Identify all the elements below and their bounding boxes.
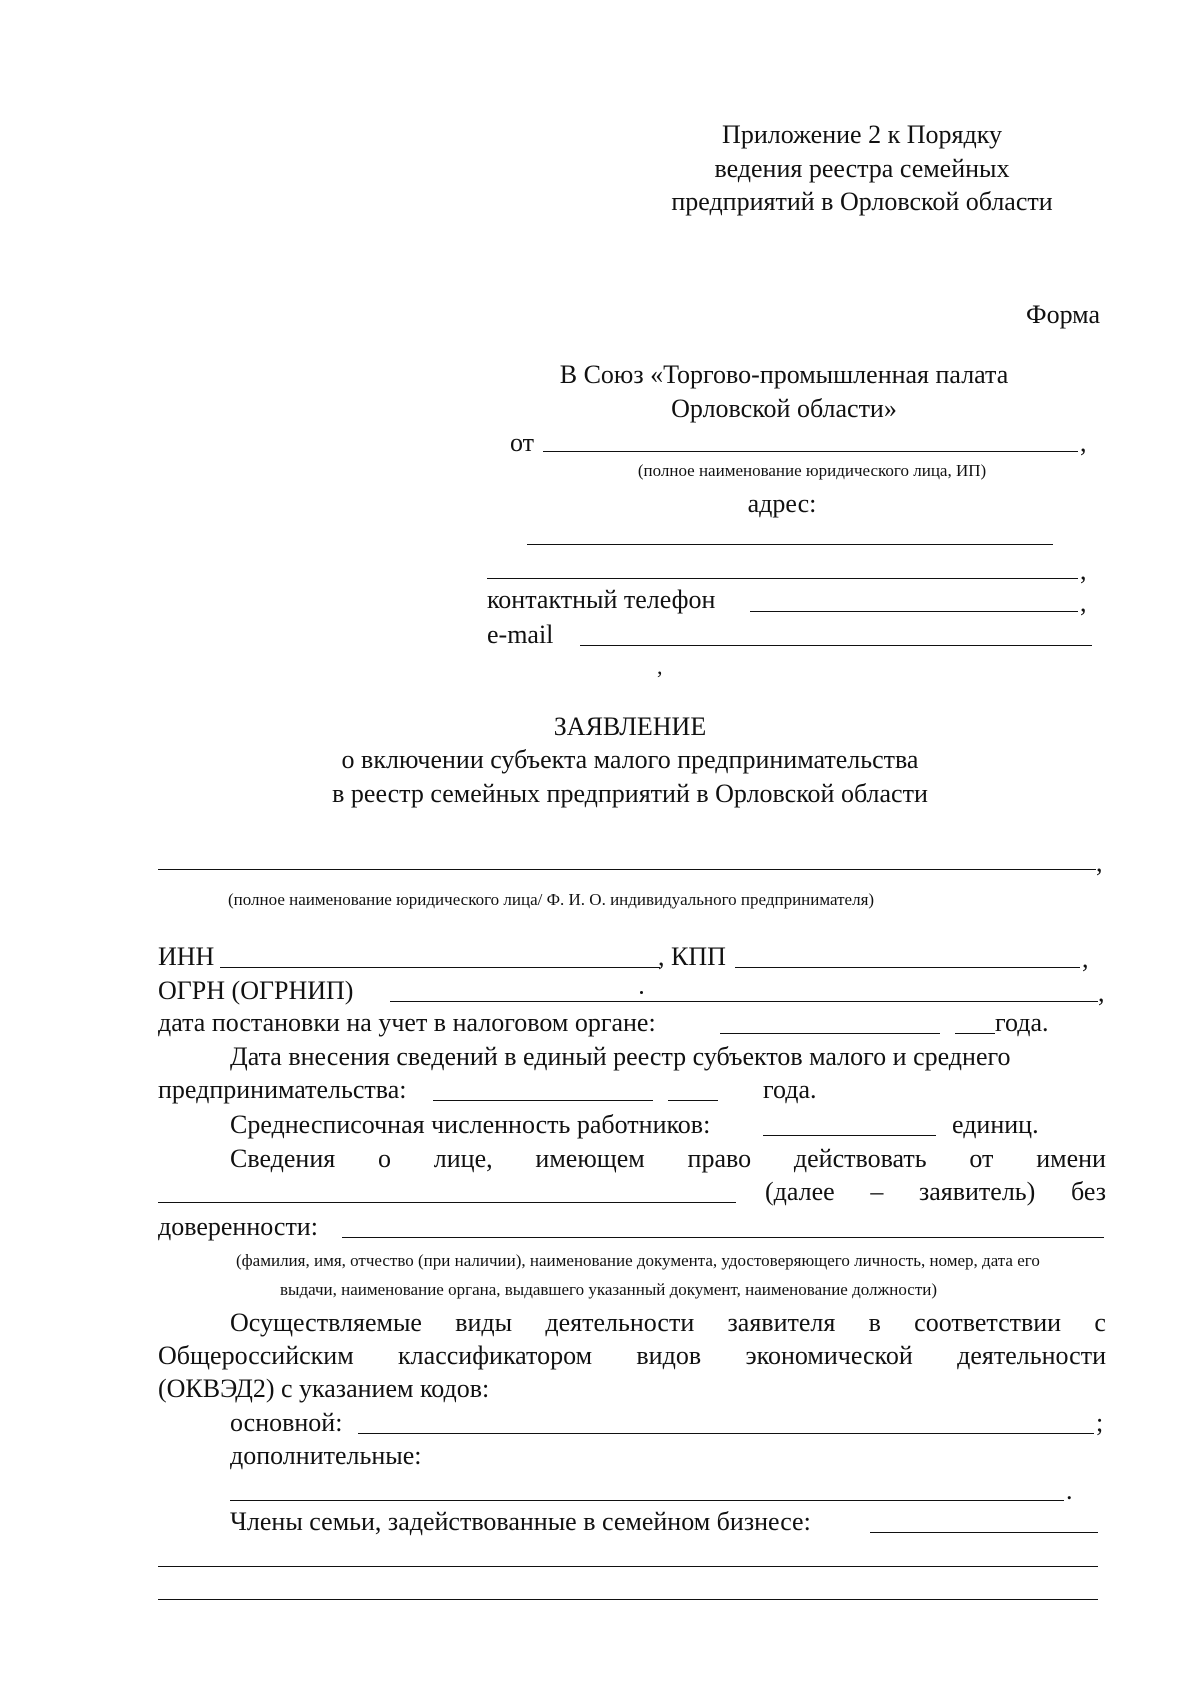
- document-subtitle-2: в реестр семейных предприятий в Орловской области: [332, 779, 928, 808]
- from-label: от: [510, 428, 535, 457]
- tax-date-label: дата постановки на учет в налоговом органе:: [158, 1008, 656, 1037]
- address-field-line-2[interactable]: [487, 578, 1078, 579]
- addressee-line-1: В Союз «Торгово-промышленная палата: [559, 360, 1009, 389]
- tax-year-line[interactable]: [955, 1033, 995, 1034]
- comma: ,: [1080, 588, 1087, 617]
- appendix-line-1: Приложение 2 к Порядку: [722, 120, 1002, 149]
- document-title: ЗАЯВЛЕНИЕ: [553, 712, 707, 741]
- address-field-line-1[interactable]: [527, 544, 1053, 545]
- inn-field-line[interactable]: [220, 967, 660, 968]
- comma: ,: [1082, 944, 1089, 973]
- comma: ,: [1080, 428, 1087, 457]
- comma: ,: [1098, 978, 1105, 1007]
- phone-label: контактный телефон: [487, 585, 716, 614]
- document-subtitle-1: о включении субъекта малого предпринимательства: [341, 745, 919, 774]
- main-activity-line[interactable]: [358, 1433, 1094, 1434]
- comma: ,: [1080, 556, 1087, 585]
- okved-line-1: Осуществляемые виды деятельности заявителя в соответствии с: [230, 1308, 1106, 1337]
- registry-line-2: предпринимательства:: [158, 1075, 407, 1104]
- year-suffix: года.: [995, 1008, 1049, 1037]
- family-members-line-2[interactable]: [158, 1566, 1098, 1567]
- okved-line-2: Общероссийским классификатором видов экономической деятельности: [158, 1341, 1106, 1370]
- headcount-label: Среднесписочная численность работников:: [230, 1110, 711, 1139]
- year-suffix: года.: [763, 1075, 817, 1104]
- family-members-line-1[interactable]: [870, 1532, 1098, 1533]
- person-hint-1: (фамилия, имя, отчество (при наличии), наименование документа, удостоверяющего личность, номер, дата его: [236, 1251, 1040, 1270]
- registry-year-line[interactable]: [668, 1100, 718, 1101]
- appendix-line-2: ведения реестра семейных: [714, 154, 1010, 183]
- family-members-label: Члены семьи, задействованные в семейном бизнесе:: [230, 1507, 811, 1536]
- semicolon: ;: [1096, 1408, 1104, 1437]
- from-hint: (полное наименование юридического лица, ИП): [637, 461, 987, 480]
- person-info-line-2: (далее – заявитель) без: [765, 1177, 1106, 1206]
- address-label: адрес:: [747, 489, 817, 518]
- family-members-line-3[interactable]: [158, 1599, 1098, 1600]
- main-activity-label: основной:: [230, 1408, 343, 1437]
- email-label: e-mail: [487, 620, 554, 649]
- phone-field-line[interactable]: [750, 611, 1078, 612]
- appendix-line-3: предприятий в Орловской области: [671, 187, 1053, 216]
- ogrn-label: ОГРН (ОГРНИП): [158, 976, 354, 1005]
- person-info-line-3: доверенности:: [158, 1212, 318, 1241]
- applicant-hint: (полное наименование юридического лица/ Ф. И. О. индивидуального предпринимателя): [228, 890, 875, 909]
- okved-line-3: (ОКВЭД2) с указанием кодов:: [158, 1374, 490, 1403]
- from-field-line[interactable]: [543, 451, 1078, 452]
- headcount-unit: единиц.: [952, 1110, 1039, 1139]
- person-info-line-1: Сведения о лице, имеющем право действовать от имени: [230, 1144, 1106, 1173]
- stray-mark: ,: [657, 654, 663, 679]
- kpp-field-line[interactable]: [735, 967, 1080, 968]
- person-name-line[interactable]: [158, 1202, 736, 1203]
- inn-label: ИНН: [158, 942, 215, 971]
- additional-activity-label: дополнительные:: [230, 1441, 422, 1470]
- kpp-label: , КПП: [658, 942, 726, 971]
- period: .: [1066, 1476, 1073, 1505]
- form-label: Форма: [1026, 300, 1100, 329]
- comma: ,: [1096, 848, 1103, 877]
- registry-date-line[interactable]: [433, 1100, 653, 1101]
- power-of-attorney-line[interactable]: [342, 1237, 1104, 1238]
- stray-dot: [640, 991, 643, 994]
- headcount-field-line[interactable]: [763, 1135, 936, 1136]
- addressee-line-2: Орловской области»: [671, 394, 897, 423]
- additional-activity-line[interactable]: [230, 1500, 1064, 1501]
- email-field-line[interactable]: [580, 645, 1092, 646]
- ogrn-field-line[interactable]: [390, 1001, 1098, 1002]
- tax-date-line[interactable]: [720, 1033, 940, 1034]
- person-hint-2: выдачи, наименование органа, выдавшего указанный документ, наименование должности): [280, 1280, 938, 1299]
- registry-line-1: Дата внесения сведений в единый реестр субъектов малого и среднего: [230, 1042, 1011, 1071]
- applicant-name-line[interactable]: [158, 869, 1096, 870]
